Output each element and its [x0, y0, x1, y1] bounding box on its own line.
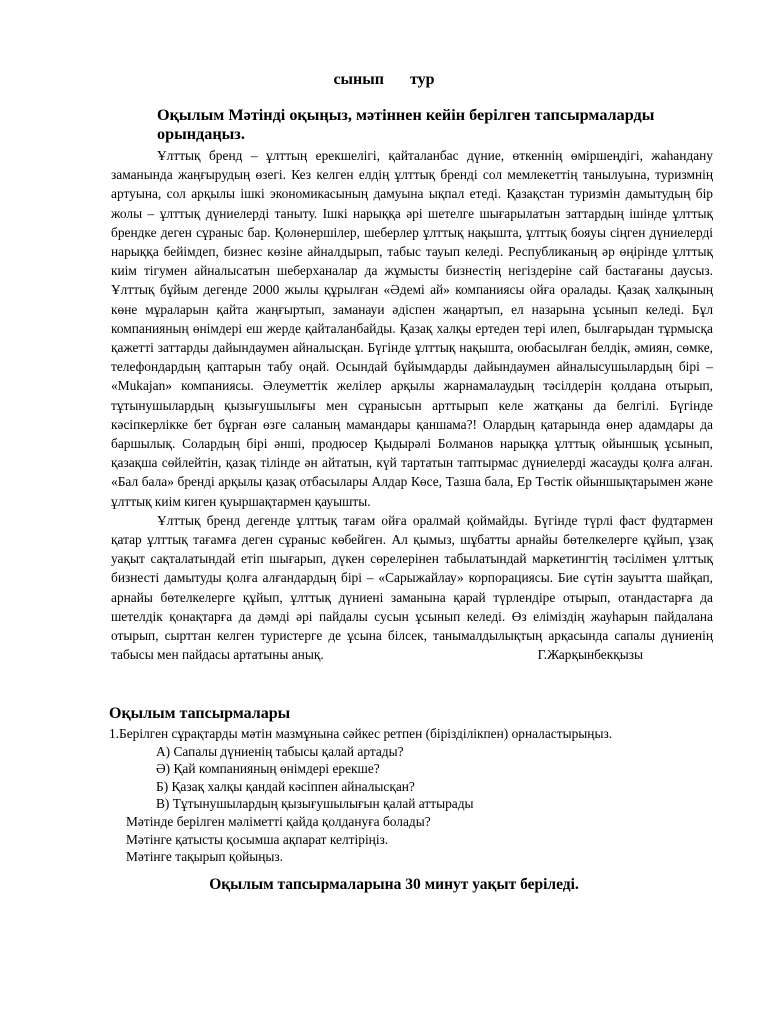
task-question: Мәтінге тақырып қойыңыз.: [126, 849, 284, 865]
time-note: Оқылым тапсырмаларына 30 минут уақыт беріледі.: [209, 876, 579, 893]
paragraph-2-text: Ұлттық бренд дегенде ұлттық тағам ойға оралмай қоймайды. Бүгінде түрлі фаст фудтармен қатар ұлттық тағамға деген сұраныс көбейген. Ал қымыз, шұбатты арнайы бөтелкелерге құйып, ұзақ уақыт сақталатындай етіп шығарып, дүкен сөрелерінен табылатындай маркетингтің тәсілімен ұлттық бизнесті дамытуды қолға алғандардың бірі – «Сарыжайлау» корпорациясы. Бие сүтін зауытта шайқап, арнайы бөтелкелерге құйып, ұлттық дүниені заманына қарай түрлендіре отырып, отандастарға да шетелдік қонақтарға да дәмді әрі пайдалы сусын ұсынып келеді. Өз еліміздің жауһарын пайдалана отырып, сырттан келген туристерге де ұсына білсек, танымалдылықтың арқасында сапалы дүниенің табысы мен пайдасы артатыны анық.: [111, 512, 713, 663]
task-option: Ә) Қай компанияның өнімдері ерекше?: [156, 761, 380, 777]
reading-text: [111, 146, 713, 664]
task-1: 1.Берілген сұрақтарды мәтін мазмұнына сәйкес ретпен (бірізділікпен) орналастырыңыз.: [109, 726, 613, 741]
tasks-list: [109, 725, 729, 866]
paragraph-2: [111, 511, 713, 665]
task-question: Мәтінде берілген мәліметті қайда қолдануға болады?: [126, 813, 431, 829]
paragraph-1: Ұлттық бренд – ұлттың ерекшелігі, қайталанбас дүние, өткеннің өміршеңдігі, жаһандану заманында жаңғырудың өзегі. Кез келген елдің ұлттық брендi сол мемлекеттің танылуына, туризмнің артуына, сол арқылы ішкі экономикасының дамуына ықпал етеді. Қазақстан туризмін дамытудың бір жолы – ұлттық дүниелерді таныту. Ішкі нарыққа әрі шетелге шығарылатын заттардың ішінде ұлттық брендке деген сұраныс бар. Қолөнершілер, шеберлер ұлттық нақышта, ұлттық бояуы сіңген дүниелерді нарыққа бейімдеп, бизнес көзіне айналдырып, табыс тауып келеді. Республиканың әр өңірінде ұлттық киім тігумен айналысатын шеберханалар да жұмысты бизнестің негіздеріне сай бастағаны даусыз. Ұлттық бұйым дегенде 2000 жылы құрылған «Әдемі ай» компаниясы ойға оралады. Қазақ халқының көне мұраларын қайта жаңғыртып, заманауи әдіспен жаңартып, ел назарына ұсынып келеді. Бұл компанияның өнімдері еш жерде қайталанбайды. Қазақ халқы ертеден тері илеп, былғарыдан тұрмысқа қажетті заттарды дайындаумен айналысқан. Бүгінде ұлттық нақышта, оюбасылған белдік, әмиян, сөмке, телефондардың қаптарын табу оңай. Осындай бұйымдарды дайындаумен айналысушылардың бірі – «Mukajan» компаниясы. Әлеуметтік желілер арқылы жарнамалаудың тәсілдерін қолдана отырып, тұтынушылардың қызығушылығы мен сұранысын арттырып келе жатқаны да белгілі. Бүгінде кәсіпкерлікке бет бұрған өзге саланың мамандары қаншама?! Олардың қатарында өнер адамдары да баршылық. Солардың бірі әнші, продюсер Қыдырәлі Болманов нарыққа ұлттық ойыншық ұсынып, қазақша сөйлейтін, қазақ тілінде ән айтатын, күй тартатын таптырмас дүниелерді жасауды қолға алған. «Бал бала» брендi арқылы қазақ отбасылары Алдар Көсе, Тазша бала, Ер Төстік ойыншықтарымен және ұлттық киім киген қуыршақтармен қауышты.: [111, 148, 713, 509]
task-option: В) Тұтынушылардың қызығушылығын қалай аттырады: [156, 796, 474, 812]
author: Г.Жарқынбекқызы: [537, 647, 643, 663]
header: [0, 71, 768, 89]
task-option: Б) Қазақ халқы қандай кәсіппен айналысқан?: [156, 778, 415, 794]
task-option: А) Сапалы дүниенің табысы қалай артады?: [156, 743, 404, 759]
tasks-title: Оқылым тапсырмалары: [109, 705, 291, 722]
task-question: Мәтінге қатысты қосымша ақпарат келтіріңіз.: [126, 831, 389, 847]
section-title: Оқылым Мәтінді оқыңыз, мәтіннен кейін берілген тапсырмаларды орындаңыз.: [157, 106, 655, 143]
class-label: сынып: [333, 71, 384, 88]
round-label: тур: [409, 71, 435, 88]
